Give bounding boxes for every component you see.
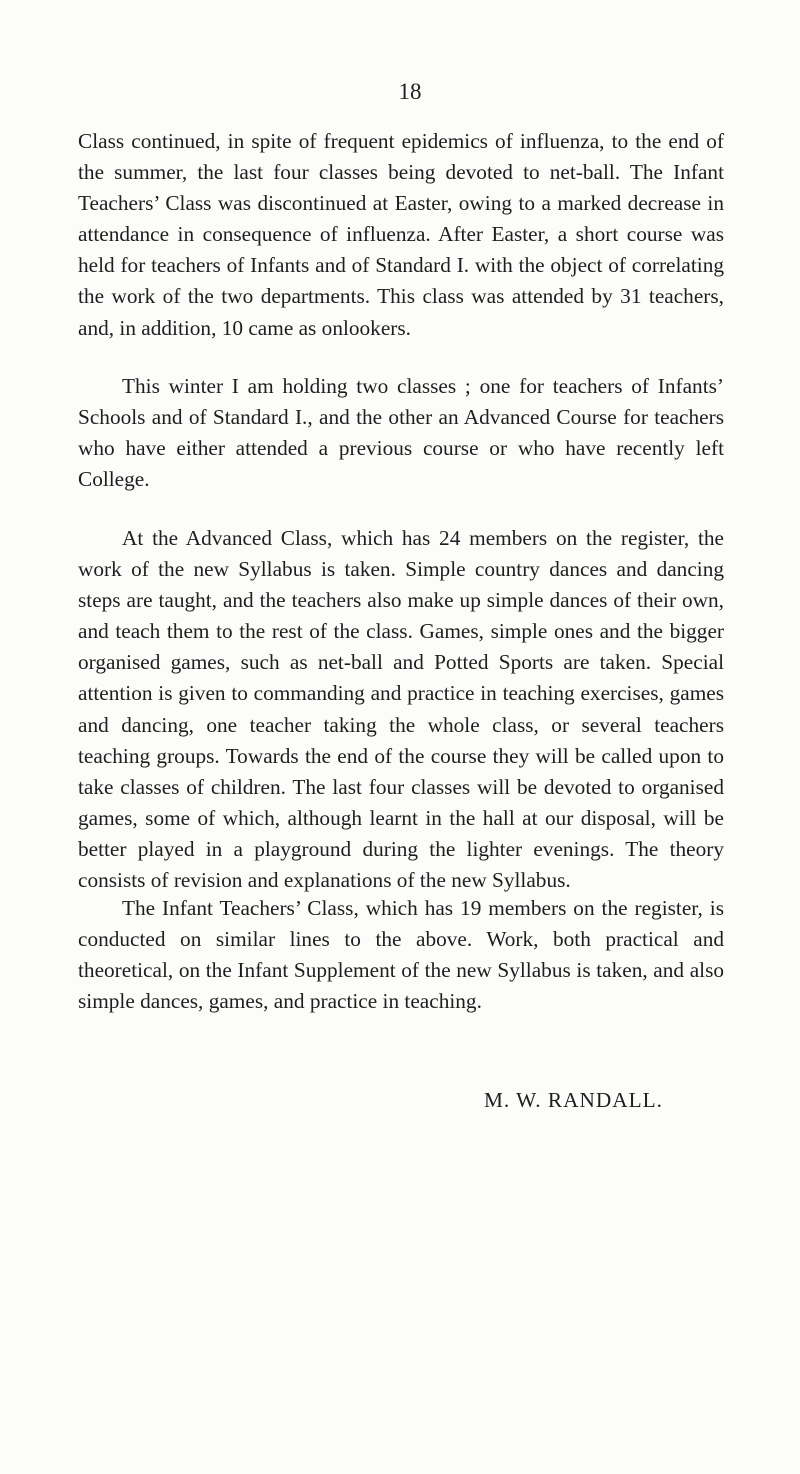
page-number-text: 18 xyxy=(398,79,422,104)
page-number xyxy=(0,0,800,104)
paragraph-4: The Infant Teachers’ Class, which has 19 members on the register, is conducted on similar lines to the above. Work, both practical and theoretical, on the Infant Supplement of the new Syllabus is taken, and also simple dances, games, and practice in teaching. xyxy=(78,896,724,1014)
paragraph-2: This winter I am holding two classes ; one for teachers of Infants’ Schools and of Standard I., and the other an Advanced Course for teachers who have either attended a previous course or who have recently left College. xyxy=(78,374,724,492)
paragraph-1: Class continued, in spite of frequent epidemics of influenza, to the end of the summer, the last four classes being devoted to net-ball. The Infant Teachers’ Class was discontinued at Easter, owing to a marked decrease in attendance in consequence of influenza. After Easter, a short course was held for teachers of Infants and of Standard I. with the object of correlating the work of the two departments. This class was attended by 31 teachers, and, in addition, 10 came as onlookers. xyxy=(78,129,724,340)
paragraph-3: At the Advanced Class, which has 24 members on the register, the work of the new Syllabus is taken. Simple country dances and dancing steps are taught, and the teachers also make up simple dances of their own, and teach them to the rest of the class. Games, simple ones and the bigger organised games, such as net-ball and Potted Sports are taken. Special attention is given to commanding and practice in teaching exercises, games and dancing, one teacher taking the whole class, or several teachers teaching groups. Towards the end of the course they will be called upon to take classes of children. The last four classes will be devoted to organised games, some of which, although learnt in the hall at our disposal, will be better played in a playground during the lighter evenings. The theory consists of revision and explanations of the new Syllabus. xyxy=(78,526,724,893)
signature: M. W. RANDALL. xyxy=(483,1088,663,1112)
